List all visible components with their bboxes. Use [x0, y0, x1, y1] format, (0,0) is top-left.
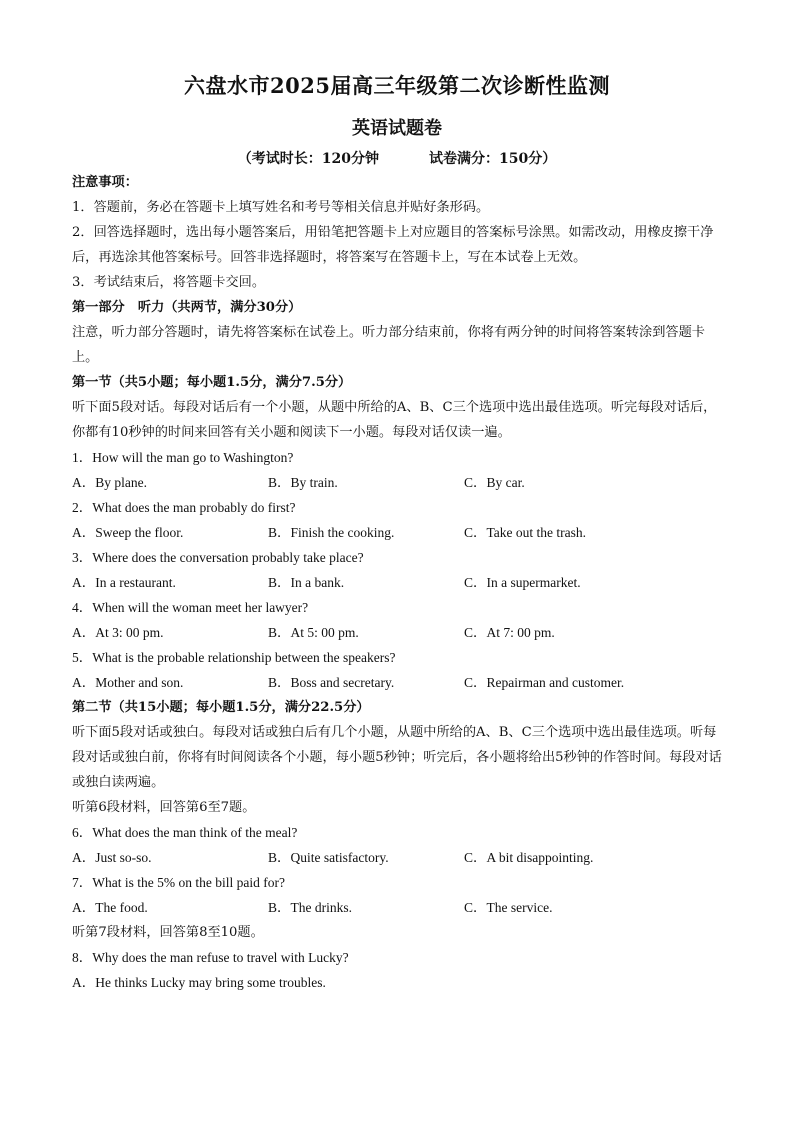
option-b: B．Finish the cooking.: [268, 525, 395, 540]
exam-meta: [0, 148, 794, 168]
question-stem: 3．Where does the conversation probably take place?: [72, 550, 364, 565]
question-stem: 1．How will the man go to Washington?: [72, 450, 294, 465]
question-stem: 8．Why does the man refuse to travel with Lucky?: [72, 950, 349, 965]
part1-heading: 第一部分 听力（共两节，满分30分）: [72, 300, 302, 315]
option-row: [72, 620, 726, 645]
option-b: B．By train.: [268, 475, 338, 490]
material-6-label: 听第6段材料，回答第6至7题。: [72, 800, 256, 815]
option-row: [72, 670, 726, 695]
option-b: B．The drinks.: [268, 900, 352, 915]
option-c: C．The service.: [464, 900, 553, 915]
question-stem: 4．When will the woman meet her lawyer?: [72, 600, 309, 615]
option-b: B．Quite satisfactory.: [268, 850, 389, 865]
option-c: C．In a supermarket.: [464, 575, 581, 590]
section2-intro: 听下面5段对话或独白。每段对话或独白后有几个小题，从题中所给的A、B、C三个选项中选出最佳选项。听每段对话或独白前，你将有时间阅读各个小题，每小题5秒钟；听完后，各小题将给出5秒钟的作答时间。每段对话或独白读两遍。: [72, 725, 722, 790]
option-a: A．The food.: [72, 900, 148, 915]
option-a: A．In a restaurant.: [72, 575, 176, 590]
notice-heading: 注意事项：: [72, 175, 138, 190]
option-a: A．By plane.: [72, 475, 147, 490]
question-stem: 7．What is the 5% on the bill paid for?: [72, 875, 285, 890]
option-a: A．Sweep the floor.: [72, 525, 184, 540]
notice-item-3: 3．考试结束后，将答题卡交回。: [72, 275, 266, 290]
option-row: [72, 845, 726, 870]
section2-heading: 第二节（共15小题；每小题1.5分，满分22.5分）: [72, 700, 370, 715]
option-row: [72, 520, 726, 545]
part1-intro: 注意，听力部分答题时，请先将答案标在试卷上。听力部分结束前，你将有两分钟的时间将答案转涂到答题卡上。: [72, 325, 705, 365]
option-row: [72, 570, 726, 595]
material-7-label: 听第7段材料，回答第8至10题。: [72, 925, 264, 940]
option-a: A．At 3: 00 pm.: [72, 625, 164, 640]
question-stem: 6．What does the man think of the meal?: [72, 825, 298, 840]
exam-total-score: 试卷满分：150分）: [429, 151, 557, 167]
question-1: [72, 445, 726, 495]
question-stem: 5．What is the probable relationship between the speakers?: [72, 650, 396, 665]
option-c: C．Take out the trash.: [464, 525, 587, 540]
option-b: B．At 5: 00 pm.: [268, 625, 359, 640]
question-4: [72, 595, 726, 645]
option-row: [72, 470, 726, 495]
exam-title: 六盘水市2025届高三年级第二次诊断性监测: [184, 73, 610, 98]
exam-body: [72, 170, 726, 995]
notice-item-1: 1．答题前，务必在答题卡上填写姓名和考号等相关信息并贴好条形码。: [72, 200, 490, 215]
question-5: [72, 645, 726, 695]
option-row: [72, 895, 726, 920]
option-a: A．He thinks Lucky may bring some troubles.: [72, 975, 326, 990]
notice-item-2: 2．回答选择题时，选出每小题答案后，用铅笔把答题卡上对应题目的答案标号涂黑。如需改动，用橡皮擦干净后，再选涂其他答案标号。回答非选择题时，将答案写在答题卡上，写在本试卷上无效。: [72, 225, 714, 265]
question-3: [72, 545, 726, 595]
exam-duration: （考试时长：120分钟: [237, 151, 379, 167]
question-6: [72, 820, 726, 870]
question-8: [72, 945, 726, 995]
option-b: B．In a bank.: [268, 575, 345, 590]
exam-subtitle: 英语试题卷: [352, 118, 442, 139]
question-2: [72, 495, 726, 545]
option-c: C．By car.: [464, 475, 525, 490]
question-stem: 2．What does the man probably do first?: [72, 500, 296, 515]
section1-intro: 听下面5段对话。每段对话后有一个小题，从题中所给的A、B、C三个选项中选出最佳选项。听完每段对话后，你都有10秒钟的时间来回答有关小题和阅读下一小题。每段对话仅读一遍。: [72, 400, 717, 440]
option-b: B．Boss and secretary.: [268, 675, 395, 690]
question-7: [72, 870, 726, 920]
section1-heading: 第一节（共5小题；每小题1.5分，满分7.5分）: [72, 375, 352, 390]
option-c: C．A bit disappointing.: [464, 850, 594, 865]
option-a: A．Mother and son.: [72, 675, 184, 690]
option-c: C．At 7: 00 pm.: [464, 625, 555, 640]
option-c: C．Repairman and customer.: [464, 675, 625, 690]
option-a: A．Just so-so.: [72, 850, 152, 865]
